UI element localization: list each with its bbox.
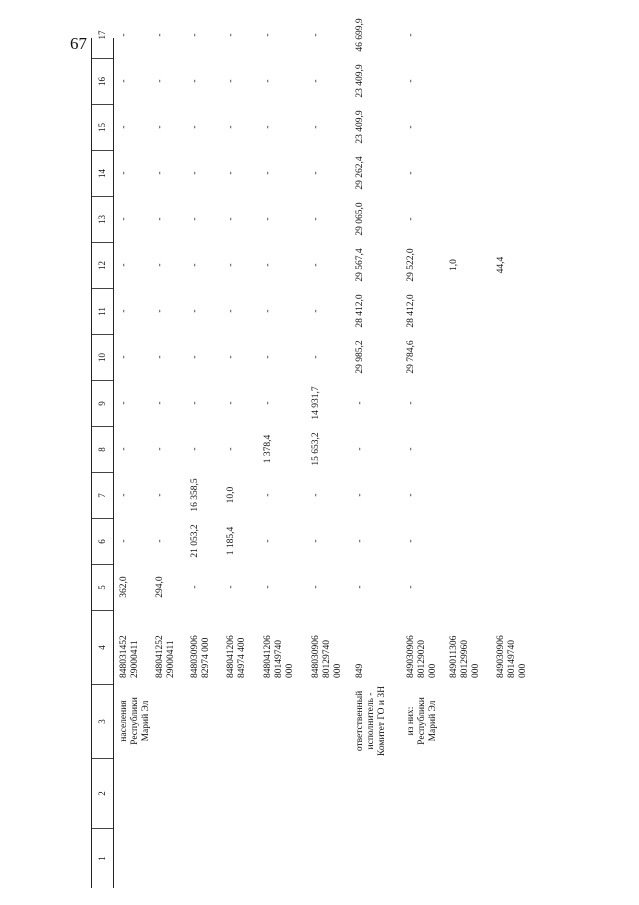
value-cell-col-15: - bbox=[406, 125, 416, 129]
budget-code bbox=[311, 635, 344, 678]
value-cell-col-12: - bbox=[226, 263, 236, 267]
value-cell-col-9: - bbox=[155, 401, 165, 405]
value-cell-col-6: 21 053,2 bbox=[190, 524, 200, 558]
value-cell-col-16: - bbox=[155, 79, 165, 83]
value-cell-col-16: - bbox=[406, 79, 416, 83]
value-cell-col-8: 1 378,4 bbox=[263, 434, 273, 464]
value-cell-col-12: 44,4 bbox=[496, 256, 506, 274]
value-cell-col-12: - bbox=[190, 263, 200, 267]
column-header-14: 14 bbox=[92, 150, 113, 196]
value-cell-col-7: - bbox=[263, 493, 273, 497]
value-cell-col-5: - bbox=[355, 585, 365, 589]
value-cell-col-13: - bbox=[226, 217, 236, 221]
value-cell-col-8: - bbox=[190, 447, 200, 451]
budget-code-line: 000 bbox=[285, 663, 295, 678]
value-cell-col-13: - bbox=[155, 217, 165, 221]
column-header-7: 7 bbox=[92, 472, 113, 518]
value-cell-col-12: 1,0 bbox=[449, 259, 459, 271]
value-cell-col-11: - bbox=[119, 309, 129, 313]
row-name-line: Комитет ГО и ЗН bbox=[377, 686, 387, 756]
value-cell-col-14: - bbox=[311, 171, 321, 175]
value-cell-col-7: - bbox=[119, 493, 129, 497]
budget-code-line: 848041206 bbox=[226, 635, 236, 678]
value-cell-col-7: - bbox=[406, 493, 416, 497]
row-name-line: исполнитель - bbox=[366, 692, 376, 750]
budget-code-line: 80149740 bbox=[274, 640, 284, 678]
value-cell-col-6: - bbox=[263, 539, 273, 543]
value-cell-col-14: - bbox=[119, 171, 129, 175]
budget-code-line: 29000411 bbox=[130, 640, 140, 678]
value-cell-col-16: - bbox=[311, 79, 321, 83]
value-cell-col-11: - bbox=[311, 309, 321, 313]
column-header-10: 10 bbox=[92, 334, 113, 380]
value-cell-col-8: 15 653,2 bbox=[311, 432, 321, 466]
value-cell-col-10: - bbox=[311, 355, 321, 359]
budget-code-line: 80129960 bbox=[460, 640, 470, 678]
value-cell-col-14: - bbox=[226, 171, 236, 175]
budget-code-line: 849030906 bbox=[496, 635, 506, 678]
value-cell-col-7: 16 358,5 bbox=[190, 478, 200, 512]
value-cell-col-6: - bbox=[119, 539, 129, 543]
value-cell-col-13: - bbox=[119, 217, 129, 221]
value-cell-col-10: 29 985,2 bbox=[355, 340, 365, 374]
row-name-line: Республики bbox=[417, 697, 427, 745]
column-header-8: 8 bbox=[92, 426, 113, 472]
column-header-4: 4 bbox=[92, 610, 113, 684]
budget-code bbox=[496, 635, 529, 678]
budget-code bbox=[406, 635, 439, 678]
budget-code-line: 000 bbox=[471, 663, 481, 678]
row-name-line: Марий Эл bbox=[141, 700, 151, 742]
value-cell-col-11: - bbox=[263, 309, 273, 313]
value-cell-col-17: - bbox=[190, 33, 200, 37]
budget-code bbox=[355, 664, 366, 678]
value-cell-col-8: - bbox=[119, 447, 129, 451]
rotated-table bbox=[91, 18, 627, 888]
value-cell-col-16: 23 409,9 bbox=[355, 64, 365, 98]
value-cell-col-10: - bbox=[119, 355, 129, 359]
value-cell-col-10: - bbox=[263, 355, 273, 359]
column-header-17: 17 bbox=[97, 30, 107, 40]
column-header-16: 16 bbox=[92, 58, 113, 104]
value-cell-col-16: - bbox=[226, 79, 236, 83]
budget-code-line: 849011306 bbox=[449, 635, 459, 678]
value-cell-col-5: - bbox=[190, 585, 200, 589]
row-name-line: ответственный bbox=[355, 690, 365, 752]
value-cell-col-9: - bbox=[119, 401, 129, 405]
value-cell-col-16: - bbox=[190, 79, 200, 83]
column-header-3: 3 bbox=[92, 684, 113, 758]
budget-code bbox=[449, 636, 482, 678]
column-header-2: 2 bbox=[92, 758, 113, 828]
value-cell-col-9: - bbox=[190, 401, 200, 405]
row-name bbox=[119, 684, 152, 758]
budget-code-line: 848030906 bbox=[190, 635, 200, 678]
value-cell-col-15: - bbox=[155, 125, 165, 129]
budget-code-line: 84974 400 bbox=[237, 637, 247, 678]
value-cell-col-5: - bbox=[226, 585, 236, 589]
row-name-line: Республики bbox=[130, 697, 140, 745]
column-header-12: 12 bbox=[92, 242, 113, 288]
value-cell-col-8: - bbox=[155, 447, 165, 451]
budget-code-line: 29000411 bbox=[166, 640, 176, 678]
budget-code-line: 80129740 bbox=[322, 640, 332, 678]
value-cell-col-12: - bbox=[155, 263, 165, 267]
value-cell-col-15: - bbox=[119, 125, 129, 129]
value-cell-col-14: - bbox=[263, 171, 273, 175]
value-cell-col-5: - bbox=[311, 585, 321, 589]
budget-code bbox=[226, 635, 248, 678]
budget-code-line: 80149740 bbox=[507, 640, 517, 678]
column-header-11: 11 bbox=[92, 288, 113, 334]
value-cell-col-17: - bbox=[263, 33, 273, 37]
value-cell-col-8: - bbox=[406, 447, 416, 451]
budget-code-line: 000 bbox=[333, 663, 343, 678]
value-cell-col-11: 28 412,0 bbox=[406, 294, 416, 328]
value-cell-col-7: - bbox=[355, 493, 365, 497]
value-cell-col-12: - bbox=[263, 263, 273, 267]
value-cell-col-10: - bbox=[190, 355, 200, 359]
value-cell-col-9: 14 931,7 bbox=[311, 386, 321, 420]
value-cell-col-17: - bbox=[226, 33, 236, 37]
value-cell-col-13: - bbox=[311, 217, 321, 221]
budget-code-line: 848031452 bbox=[119, 635, 129, 678]
budget-code-line: 848041252 bbox=[155, 635, 165, 678]
value-cell-col-15: 23 409,9 bbox=[355, 110, 365, 144]
value-cell-col-17: 46 699,9 bbox=[355, 18, 365, 52]
value-cell-col-13: - bbox=[263, 217, 273, 221]
value-cell-col-10: 29 784,6 bbox=[406, 340, 416, 374]
value-cell-col-9: - bbox=[263, 401, 273, 405]
value-cell-col-14: 29 262,4 bbox=[355, 156, 365, 190]
value-cell-col-6: - bbox=[311, 539, 321, 543]
budget-code-line: 849 bbox=[355, 663, 365, 678]
budget-code-line: 000 bbox=[518, 663, 528, 678]
value-cell-col-11: 28 412,0 bbox=[355, 294, 365, 328]
budget-code bbox=[155, 635, 177, 678]
row-name bbox=[355, 684, 388, 758]
table-header-row bbox=[91, 30, 114, 888]
value-cell-col-13: - bbox=[190, 217, 200, 221]
value-cell-col-14: - bbox=[190, 171, 200, 175]
value-cell-col-14: - bbox=[406, 171, 416, 175]
value-cell-col-16: - bbox=[263, 79, 273, 83]
budget-code-line: 82974 000 bbox=[201, 637, 211, 678]
value-cell-col-9: - bbox=[355, 401, 365, 405]
column-header-1: 1 bbox=[92, 828, 113, 888]
value-cell-col-16: - bbox=[119, 79, 129, 83]
budget-code-line: 848030906 bbox=[311, 635, 321, 678]
budget-code bbox=[119, 635, 141, 678]
value-cell-col-12: - bbox=[311, 263, 321, 267]
value-cell-col-8: - bbox=[355, 447, 365, 451]
value-cell-col-11: - bbox=[190, 309, 200, 313]
value-cell-col-7: 10,0 bbox=[226, 486, 236, 504]
value-cell-col-15: - bbox=[226, 125, 236, 129]
value-cell-col-6: - bbox=[155, 539, 165, 543]
value-cell-col-15: - bbox=[263, 125, 273, 129]
column-header-13: 13 bbox=[92, 196, 113, 242]
budget-code bbox=[190, 635, 212, 678]
value-cell-col-17: - bbox=[155, 33, 165, 37]
row-name bbox=[406, 684, 439, 758]
value-cell-col-7: - bbox=[155, 493, 165, 497]
column-header-15: 15 bbox=[92, 104, 113, 150]
value-cell-col-10: - bbox=[226, 355, 236, 359]
value-cell-col-9: - bbox=[406, 401, 416, 405]
budget-code-line: 849030906 bbox=[406, 635, 416, 678]
value-cell-col-5: 362,0 bbox=[119, 576, 129, 598]
value-cell-col-5: - bbox=[406, 585, 416, 589]
value-cell-col-12: - bbox=[119, 263, 129, 267]
column-header-5: 5 bbox=[92, 564, 113, 610]
value-cell-col-11: - bbox=[155, 309, 165, 313]
page-number: 67 bbox=[70, 34, 87, 53]
column-header-9: 9 bbox=[92, 380, 113, 426]
value-cell-col-5: 294,0 bbox=[155, 576, 165, 598]
value-cell-col-13: - bbox=[406, 217, 416, 221]
value-cell-col-8: - bbox=[226, 447, 236, 451]
budget-code-line: 000 bbox=[428, 663, 438, 678]
value-cell-col-6: - bbox=[406, 539, 416, 543]
value-cell-col-14: - bbox=[155, 171, 165, 175]
column-header-6: 6 bbox=[92, 518, 113, 564]
row-name-line: из них: bbox=[406, 706, 416, 736]
value-cell-col-10: - bbox=[155, 355, 165, 359]
value-cell-col-17: - bbox=[119, 33, 129, 37]
budget-code-line: 848041206 bbox=[263, 635, 273, 678]
value-cell-col-15: - bbox=[311, 125, 321, 129]
value-cell-col-17: - bbox=[311, 33, 321, 37]
value-cell-col-13: 29 065,0 bbox=[355, 202, 365, 236]
value-cell-col-12: 29 567,4 bbox=[355, 248, 365, 282]
value-cell-col-5: - bbox=[263, 585, 273, 589]
budget-code bbox=[263, 635, 296, 678]
value-cell-col-6: 1 185,4 bbox=[226, 526, 236, 556]
row-name-line: Марий Эл bbox=[428, 700, 438, 742]
budget-code-line: 80129020 bbox=[417, 640, 427, 678]
value-cell-col-15: - bbox=[190, 125, 200, 129]
row-name-line: населения bbox=[119, 700, 129, 742]
value-cell-col-9: - bbox=[226, 401, 236, 405]
value-cell-col-17: - bbox=[406, 33, 416, 37]
value-cell-col-11: - bbox=[226, 309, 236, 313]
value-cell-col-12: 29 522,0 bbox=[406, 248, 416, 282]
value-cell-col-7: - bbox=[311, 493, 321, 497]
value-cell-col-6: - bbox=[355, 539, 365, 543]
